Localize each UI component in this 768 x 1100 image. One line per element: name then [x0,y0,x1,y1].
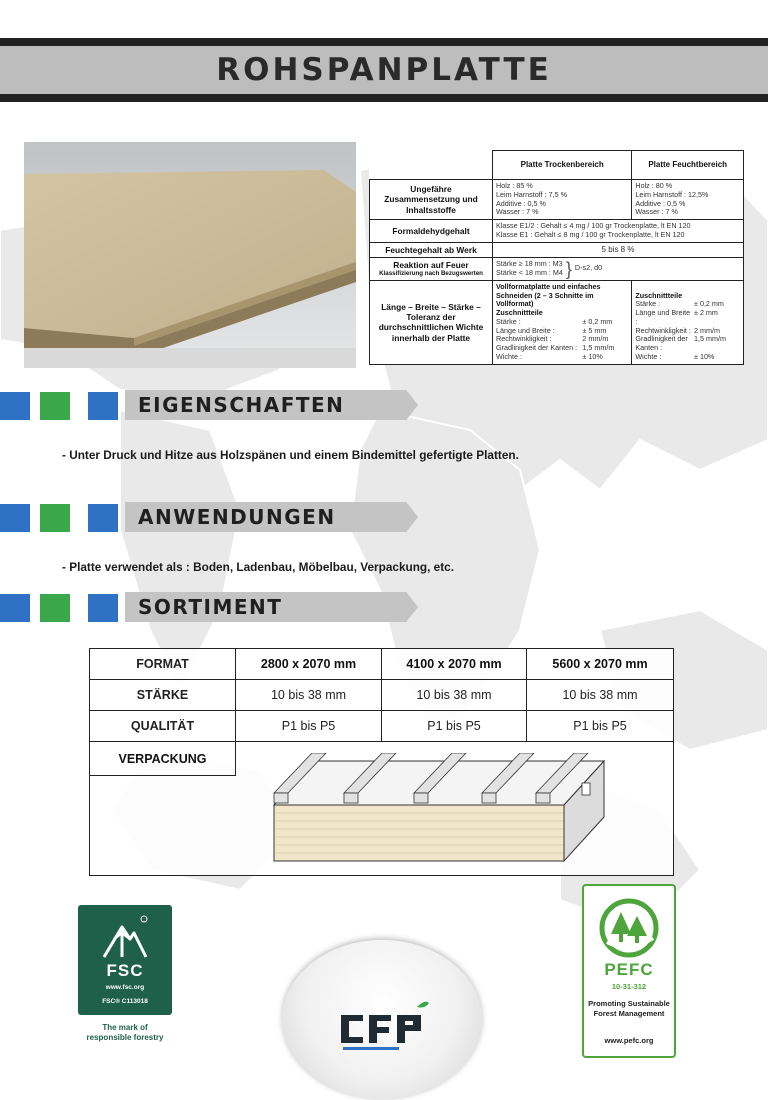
format-value: 2800 x 2070 mm [236,649,382,680]
fire-class: D-s2, d0 [574,263,603,273]
qualitaet-label: QUALITÄT [90,711,236,742]
pefc-logo [582,884,676,1058]
format-value: 4100 x 2070 mm [382,649,527,680]
spec-cell-zusammensetzung-trocken [493,180,632,220]
spec-cell-feuchte: 5 bis 8 % [493,242,744,257]
spec-col-feucht: Platte Feuchtbereich [632,151,744,180]
header-bottom-line [0,94,768,102]
spec-line: Holz : 80 % [635,181,673,190]
kv-row: Gradlinigkeit der Kanten : 1,5 mm/m [635,334,726,353]
staerke-value: 10 bis 38 mm [382,680,527,711]
page-title: ROHSPANPLATTE [216,52,552,88]
blue-square-icon [0,504,30,532]
blue-square-icon [88,504,118,532]
section-header-sortiment [0,592,420,626]
kv-row: Länge und Breite : ± 2 mm [635,308,718,326]
blue-square-icon [0,392,30,420]
section-title: ANWENDUNGEN [138,505,336,529]
kv-row: Wichte : ± 10% [635,352,715,361]
kv-row: Rechtwinkligkeit : 2 mm/m [635,325,720,335]
qualitaet-value: P1 bis P5 [236,711,382,742]
blue-square-icon [0,594,30,622]
spec-row-toleranz: Länge – Breite – Stärke – Toleranz der durchschnittlichen Wichte innerhalb der Platte [370,280,493,364]
verpackung-label: VERPACKUNG [90,742,236,776]
spec-line: Leim Harnstoff : 7,5 % [496,189,567,199]
pefc-url: www.pefc.org [604,1036,654,1045]
green-square-icon [40,594,70,622]
fsc-logo [78,905,172,1015]
format-value: 5600 x 2070 mm [527,649,673,680]
fsc-url: www.fsc.org [105,984,145,991]
spec-line: Holz : 85 % [496,181,533,190]
spec-line: Additive : 0,5 % [635,198,686,208]
blue-square-icon [88,392,118,420]
spec-row-formaldehyd: Formaldehydgehalt [370,220,493,243]
kv-row: Stärke : ± 0,2 mm [635,299,724,309]
kv-row: Länge und Breite : ± 5 mm [496,325,607,335]
pefc-promo: Promoting Sustainable Forest Management [588,999,670,1018]
spec-cell-feuer [493,257,744,280]
spec-line: Stärke < 18 mm : M4 [496,267,563,277]
spec-cell-toleranz-feucht [632,280,744,364]
spec-col-trocken: Platte Trockenbereich [493,151,632,180]
fsc-tagline-line: responsible forestry [86,1033,164,1042]
spec-line: Stärke ≥ 18 mm : M3 [496,258,563,268]
chipboard-photo [24,142,356,368]
pefc-code: 10-31-312 [611,982,647,991]
brace-icon: } [565,258,572,279]
spec-line: Klasse E1 : Gehalt ≤ 8 mg / 100 gr Trockenplatte, lt EN 120 [496,229,685,239]
section-header-anwendungen [0,502,420,536]
staerke-value: 10 bis 38 mm [527,680,673,711]
kv-row: Rechtwinkligkeit : 2 mm/m [496,334,609,344]
fsc-name: FSC [106,961,144,980]
blue-square-icon [88,594,118,622]
cfp-logo [333,997,433,1057]
eigenschaften-text: - Unter Druck und Hitze aus Holzspänen und einem Bindemittel gefertigte Platten. [62,448,519,462]
spec-line: Klasse E1/2 : Gehalt ≤ 4 mg / 100 gr Trockenplatte, lt EN 120 [496,221,691,231]
spec-row-zusammensetzung: Ungefähre Zusammensetzung und Inhaltsstoffe [370,180,493,220]
fsc-license: FSC® C113018 [102,998,148,1005]
feuer-sublabel: Klassifizierung nach Bezugswerten [379,270,483,278]
kv-row: Gradlinigkeit der Kanten : 1,5 mm/m [496,343,615,353]
spec-line: Leim Harnstoff : 12,5% [635,189,709,199]
spec-corner [370,151,493,180]
spec-row-feuchte: Feuchtegehalt ab Werk [370,242,493,257]
fsc-tree-icon [100,913,150,961]
spec-line: Wasser : 7 % [635,207,678,217]
section-title: EIGENSCHAFTEN [138,393,345,417]
pefc-name: PEFC [604,960,654,979]
sortiment-table [89,648,674,876]
spec-cell-zusammensetzung-feucht [632,180,744,220]
spec-table [369,150,744,365]
packaging-illustration [264,753,606,865]
staerke-value: 10 bis 38 mm [236,680,382,711]
section-header-eigenschaften [0,390,420,424]
green-square-icon [40,392,70,420]
zuschnitt-label: Zuschnittteile [496,308,543,318]
green-square-icon [40,504,70,532]
staerke-label: STÄRKE [90,680,236,711]
qualitaet-value: P1 bis P5 [382,711,527,742]
kv-row: Stärke : ± 0,2 mm [496,316,613,326]
spec-cell-toleranz-trocken [493,280,632,364]
spec-cell-formaldehyd [493,220,744,243]
zuschnitt-label: Zuschnittteile [635,290,683,300]
qualitaet-value: P1 bis P5 [527,711,673,742]
pefc-tree-icon [599,898,659,958]
kv-row: Wichte : ± 10% [496,352,603,361]
format-label: FORMAT [90,649,236,680]
title-band [0,46,768,94]
toleranz-intro: Vollformatplatte und einfaches Schneiden (2 – 3 Schnitte im Vollformat) [496,281,601,309]
header-top-line [0,38,768,46]
spec-line: Wasser : 7 % [496,207,539,217]
spec-line: Additive : 0,5 % [496,198,546,208]
fsc-tagline-line: The mark of [102,1023,148,1032]
fsc-tagline [68,1023,182,1043]
section-title: SORTIMENT [138,595,283,619]
feuer-label: Reaktion auf Feuer [393,259,469,270]
anwendungen-text: - Platte verwendet als : Boden, Ladenbau, Möbelbau, Verpackung, etc. [62,560,455,574]
spec-row-feuer [370,257,493,280]
